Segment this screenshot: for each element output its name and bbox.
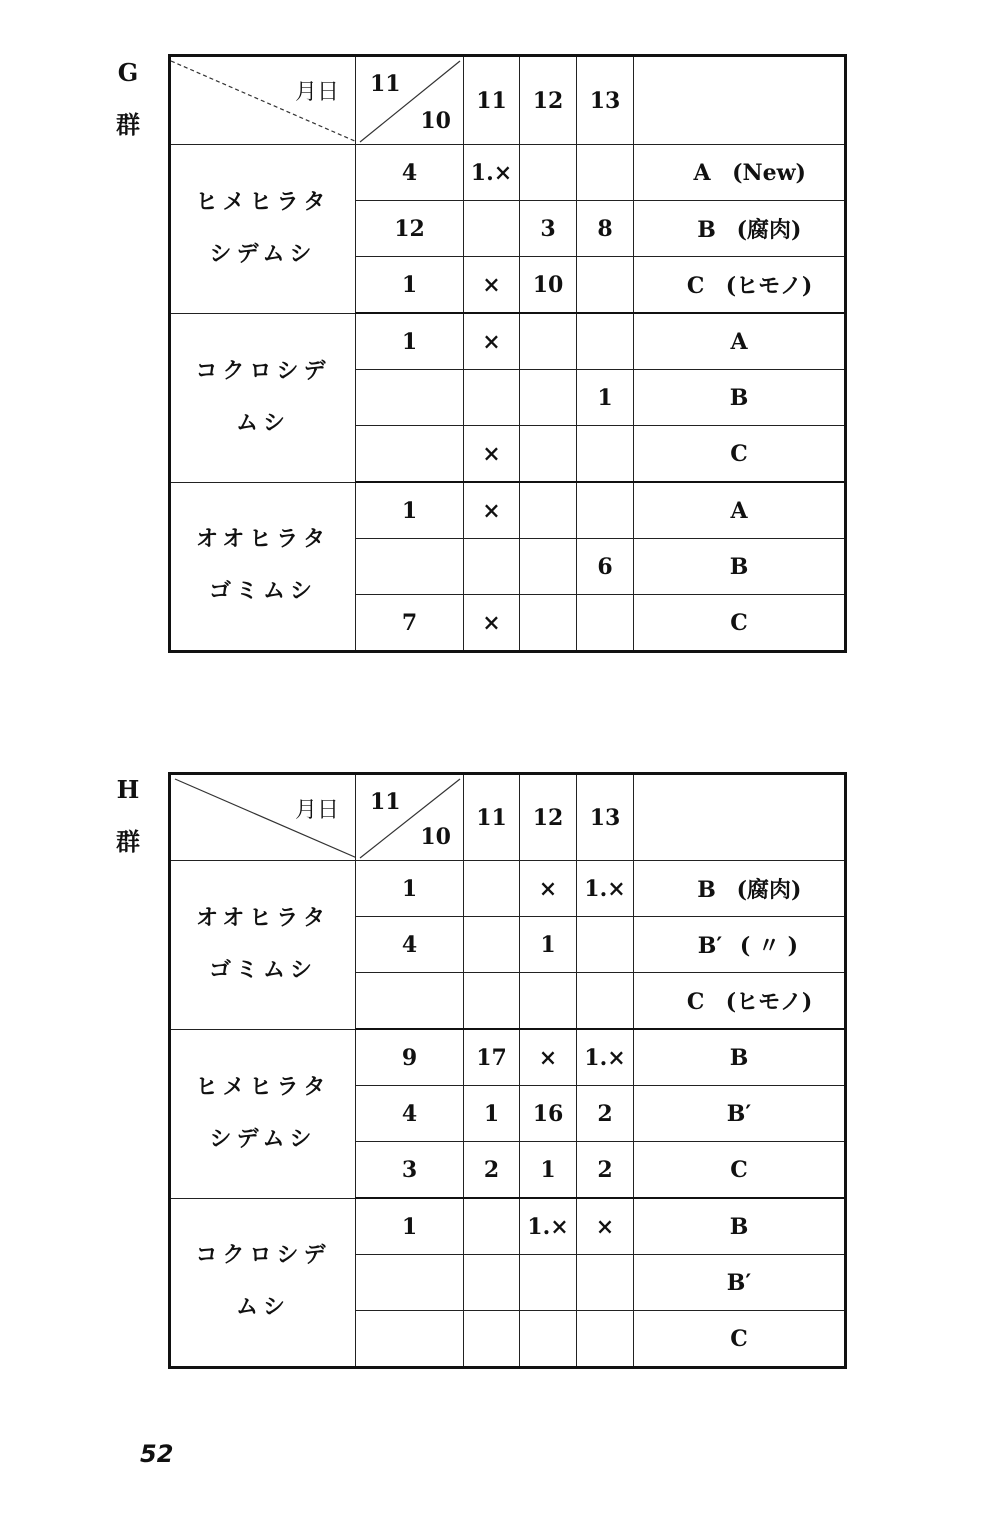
condition-cell bbox=[634, 917, 846, 973]
count-cell bbox=[356, 370, 464, 426]
count-cell: 4 bbox=[356, 1086, 464, 1142]
count-cell bbox=[520, 1311, 577, 1368]
count-cell bbox=[464, 370, 520, 426]
count-cell: 1 bbox=[356, 257, 464, 314]
species-group bbox=[170, 1029, 846, 1198]
header-condition-blank bbox=[634, 774, 846, 861]
count-cell bbox=[356, 973, 464, 1030]
species-name-line: ヒメヒラタ bbox=[195, 1074, 331, 1100]
condition-cell bbox=[634, 539, 846, 595]
species-name-line: ヒメヒラタ bbox=[195, 189, 331, 215]
species-name bbox=[170, 145, 356, 314]
count-cell bbox=[520, 145, 577, 201]
date-header: 12 bbox=[520, 56, 577, 145]
condition-letter: B′ bbox=[726, 1269, 752, 1296]
species-name-line: シデムシ bbox=[209, 1126, 317, 1152]
condition-letter: C bbox=[686, 989, 705, 1015]
condition-note: (ヒモノ) bbox=[725, 273, 813, 299]
species-name-line: ゴミムシ bbox=[208, 579, 317, 605]
condition-note: (腐肉) bbox=[736, 217, 802, 243]
condition-cell bbox=[634, 973, 846, 1030]
count-cell bbox=[577, 145, 634, 201]
condition-letter: C bbox=[730, 609, 748, 636]
condition-letter: B bbox=[729, 1044, 749, 1071]
condition-cell bbox=[634, 1142, 846, 1199]
species-group bbox=[170, 482, 846, 652]
condition-cell bbox=[634, 482, 846, 539]
date-header: 13 bbox=[577, 56, 634, 145]
count-cell bbox=[356, 539, 464, 595]
count-cell bbox=[356, 1255, 464, 1311]
species-name bbox=[170, 1029, 356, 1198]
table-g bbox=[168, 54, 847, 653]
count-cell bbox=[356, 1311, 464, 1368]
species-name-line: シデムシ bbox=[209, 241, 317, 267]
condition-note: (腐肉) bbox=[736, 877, 802, 903]
count-cell bbox=[520, 1255, 577, 1311]
count-cell bbox=[577, 482, 634, 539]
count-cell: 3 bbox=[356, 1142, 464, 1199]
condition-letter: C bbox=[730, 440, 748, 467]
count-cell bbox=[464, 1311, 520, 1368]
count-cell bbox=[520, 313, 577, 370]
condition-letter: B′ bbox=[697, 933, 723, 959]
condition-letter: B bbox=[729, 384, 749, 411]
condition-letter: A bbox=[730, 328, 748, 355]
count-cell bbox=[577, 426, 634, 483]
count-cell: 1 bbox=[356, 482, 464, 539]
count-cell bbox=[356, 426, 464, 483]
count-cell bbox=[520, 370, 577, 426]
condition-note: (New) bbox=[732, 159, 806, 186]
count-cell: 1.× bbox=[577, 861, 634, 917]
count-cell: 1 bbox=[520, 917, 577, 973]
condition-cell bbox=[634, 595, 846, 652]
table-row bbox=[170, 145, 846, 201]
count-cell: × bbox=[464, 257, 520, 314]
group-letter: H bbox=[116, 775, 140, 804]
corner-label: 月日 bbox=[294, 80, 339, 105]
condition-letter: A bbox=[730, 497, 748, 524]
condition-letter: C bbox=[686, 273, 705, 299]
count-cell: × bbox=[577, 1198, 634, 1255]
count-cell: 1.× bbox=[464, 145, 520, 201]
date-split-top: 11 bbox=[370, 71, 401, 97]
count-cell: 4 bbox=[356, 917, 464, 973]
table-row bbox=[170, 1198, 846, 1255]
species-name-line: ムシ bbox=[235, 410, 290, 436]
count-cell bbox=[464, 861, 520, 917]
count-cell: 1 bbox=[356, 861, 464, 917]
condition-letter: B bbox=[729, 1213, 749, 1240]
count-cell: × bbox=[520, 861, 577, 917]
condition-letter: C bbox=[730, 1325, 748, 1352]
header-condition-blank bbox=[634, 56, 846, 145]
condition-note: (ヒモノ) bbox=[725, 989, 813, 1015]
count-cell bbox=[520, 539, 577, 595]
count-cell bbox=[464, 973, 520, 1030]
count-cell bbox=[464, 539, 520, 595]
count-cell: 1 bbox=[356, 1198, 464, 1255]
count-cell: 1 bbox=[577, 370, 634, 426]
count-cell: 1.× bbox=[577, 1029, 634, 1086]
count-cell: × bbox=[520, 1029, 577, 1086]
species-name bbox=[170, 313, 356, 482]
condition-cell bbox=[634, 1029, 846, 1086]
header-corner bbox=[170, 56, 356, 145]
condition-cell bbox=[634, 1086, 846, 1142]
count-cell: × bbox=[464, 313, 520, 370]
date-split-header bbox=[356, 56, 464, 145]
count-cell: 10 bbox=[520, 257, 577, 314]
count-cell: × bbox=[464, 482, 520, 539]
table-row bbox=[170, 482, 846, 539]
count-cell bbox=[577, 595, 634, 652]
species-name-line: ゴミムシ bbox=[208, 957, 317, 983]
table-row bbox=[170, 1029, 846, 1086]
count-cell bbox=[577, 313, 634, 370]
species-name-line: ムシ bbox=[235, 1295, 290, 1321]
count-cell: 17 bbox=[464, 1029, 520, 1086]
date-split-header bbox=[356, 774, 464, 861]
group-kanji: 群 bbox=[116, 110, 140, 139]
date-header: 11 bbox=[464, 774, 520, 861]
count-cell bbox=[520, 482, 577, 539]
count-cell: × bbox=[464, 426, 520, 483]
count-cell: 8 bbox=[577, 201, 634, 257]
condition-letter: B′ bbox=[726, 1100, 752, 1127]
count-cell: 7 bbox=[356, 595, 464, 652]
count-cell: 12 bbox=[356, 201, 464, 257]
species-group bbox=[170, 313, 846, 482]
count-cell bbox=[520, 595, 577, 652]
count-cell bbox=[577, 973, 634, 1030]
count-cell: 6 bbox=[577, 539, 634, 595]
condition-cell bbox=[634, 1198, 846, 1255]
count-cell bbox=[520, 426, 577, 483]
count-cell: 4 bbox=[356, 145, 464, 201]
condition-cell bbox=[634, 313, 846, 370]
species-group bbox=[170, 145, 846, 314]
date-split-top: 11 bbox=[370, 789, 401, 815]
count-cell: 1 bbox=[464, 1086, 520, 1142]
species-name bbox=[170, 482, 356, 652]
condition-cell bbox=[634, 257, 846, 314]
species-group bbox=[170, 861, 846, 1030]
species-name-line: コクロシデ bbox=[195, 358, 331, 384]
corner-label: 月日 bbox=[294, 798, 339, 823]
count-cell bbox=[577, 1311, 634, 1368]
condition-letter: A bbox=[693, 159, 711, 186]
count-cell: 1.× bbox=[520, 1198, 577, 1255]
count-cell bbox=[464, 201, 520, 257]
species-name-line: コクロシデ bbox=[195, 1243, 331, 1269]
date-header: 12 bbox=[520, 774, 577, 861]
count-cell: 2 bbox=[464, 1142, 520, 1199]
count-cell bbox=[464, 1198, 520, 1255]
condition-note: ( 〃 ) bbox=[739, 933, 799, 959]
header-corner bbox=[170, 774, 356, 861]
condition-cell bbox=[634, 370, 846, 426]
condition-letter: C bbox=[730, 1156, 748, 1183]
count-cell: 16 bbox=[520, 1086, 577, 1142]
condition-cell bbox=[634, 1311, 846, 1368]
group-letter: G bbox=[117, 58, 139, 87]
count-cell: 9 bbox=[356, 1029, 464, 1086]
count-cell: 2 bbox=[577, 1142, 634, 1199]
condition-letter: B bbox=[697, 217, 716, 243]
condition-cell bbox=[634, 1255, 846, 1311]
count-cell: 1 bbox=[356, 313, 464, 370]
count-cell: 2 bbox=[577, 1086, 634, 1142]
condition-letter: B bbox=[729, 553, 749, 580]
group-kanji: 群 bbox=[116, 827, 140, 856]
date-header: 13 bbox=[577, 774, 634, 861]
page-number: 52 bbox=[140, 1440, 174, 1468]
condition-cell bbox=[634, 145, 846, 201]
count-cell bbox=[520, 973, 577, 1030]
condition-letter: B bbox=[697, 877, 716, 903]
species-group bbox=[170, 1198, 846, 1368]
condition-cell bbox=[634, 861, 846, 917]
group-label-h bbox=[113, 764, 143, 868]
table-row bbox=[170, 861, 846, 917]
table-row bbox=[170, 313, 846, 370]
species-name bbox=[170, 1198, 356, 1368]
count-cell bbox=[577, 1255, 634, 1311]
date-header: 11 bbox=[464, 56, 520, 145]
species-name bbox=[170, 861, 356, 1030]
species-name-line: オオヒラタ bbox=[195, 905, 331, 931]
count-cell bbox=[577, 257, 634, 314]
count-cell bbox=[464, 917, 520, 973]
count-cell: 3 bbox=[520, 201, 577, 257]
condition-cell bbox=[634, 426, 846, 483]
date-split-bottom: 10 bbox=[420, 824, 451, 850]
group-label-g bbox=[113, 47, 143, 151]
count-cell: × bbox=[464, 595, 520, 652]
count-cell bbox=[464, 1255, 520, 1311]
count-cell bbox=[577, 917, 634, 973]
condition-cell bbox=[634, 201, 846, 257]
table-h bbox=[168, 772, 847, 1369]
species-name-line: オオヒラタ bbox=[195, 527, 331, 553]
count-cell: 1 bbox=[520, 1142, 577, 1199]
date-split-bottom: 10 bbox=[420, 108, 451, 134]
